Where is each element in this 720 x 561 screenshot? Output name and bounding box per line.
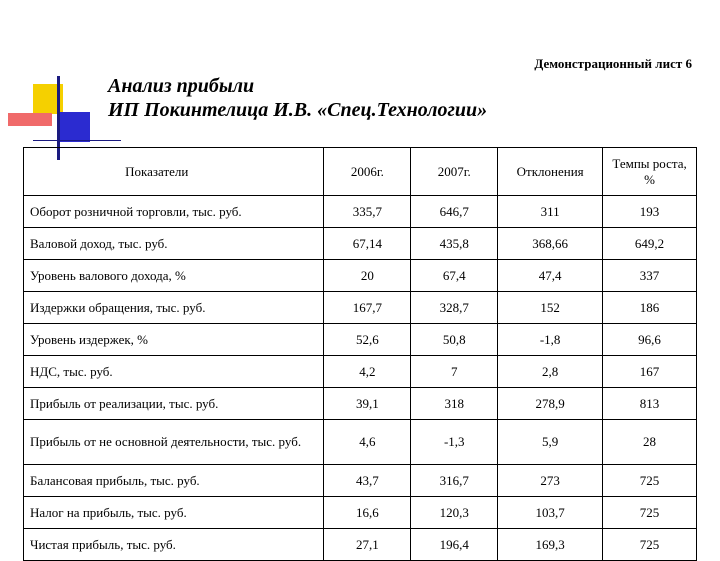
- value-growth: 337: [603, 260, 697, 292]
- value-deviation: 47,4: [498, 260, 603, 292]
- value-2006: 4,6: [324, 420, 411, 465]
- row-label: Прибыль от не основной деятельности, тыс. руб.: [24, 420, 324, 465]
- value-2006: 4,2: [324, 356, 411, 388]
- value-deviation: 169,3: [498, 529, 603, 561]
- row-label: Чистая прибыль, тыс. руб.: [24, 529, 324, 561]
- value-deviation: 103,7: [498, 497, 603, 529]
- title-line-1: Анализ прибыли: [108, 75, 255, 97]
- table-row: [24, 196, 697, 228]
- demo-sheet-label: Демонстрационный лист 6: [534, 56, 692, 71]
- value-growth: 813: [603, 388, 697, 420]
- value-2007: -1,3: [411, 420, 498, 465]
- decor-red-bar: [8, 113, 52, 126]
- table-row: [24, 324, 697, 356]
- header-indicators: Показатели: [24, 148, 324, 196]
- decor-blue-square: [60, 112, 90, 142]
- value-2006: 67,14: [324, 228, 411, 260]
- table-header-row: [24, 148, 697, 196]
- value-2007: 7: [411, 356, 498, 388]
- value-growth: 28: [603, 420, 697, 465]
- row-label: Оборот розничной торговли, тыс. руб.: [24, 196, 324, 228]
- value-2006: 52,6: [324, 324, 411, 356]
- value-growth: 193: [603, 196, 697, 228]
- value-growth: 96,6: [603, 324, 697, 356]
- header-2006: 2006г.: [324, 148, 411, 196]
- value-growth: 725: [603, 497, 697, 529]
- value-2006: 167,7: [324, 292, 411, 324]
- page-title: [108, 74, 487, 122]
- header-growth-rate: Темпы роста, %: [603, 148, 697, 196]
- table-row: [24, 497, 697, 529]
- value-2007: 646,7: [411, 196, 498, 228]
- value-deviation: 311: [498, 196, 603, 228]
- table-row: [24, 388, 697, 420]
- value-growth: 725: [603, 465, 697, 497]
- row-label: Прибыль от реализации, тыс. руб.: [24, 388, 324, 420]
- table-row: [24, 529, 697, 561]
- value-growth: 186: [603, 292, 697, 324]
- row-label: Уровень издержек, %: [24, 324, 324, 356]
- value-2006: 20: [324, 260, 411, 292]
- row-label: Валовой доход, тыс. руб.: [24, 228, 324, 260]
- header-deviation: Отклонения: [498, 148, 603, 196]
- value-2007: 316,7: [411, 465, 498, 497]
- row-label: Налог на прибыль, тыс. руб.: [24, 497, 324, 529]
- value-2006: 16,6: [324, 497, 411, 529]
- value-growth: 167: [603, 356, 697, 388]
- decor-horizontal-line: [33, 140, 121, 141]
- profit-analysis-table: [23, 147, 697, 561]
- row-label: НДС, тыс. руб.: [24, 356, 324, 388]
- value-2007: 67,4: [411, 260, 498, 292]
- title-line-2: ИП Покинтелица И.В. «Спец.Технологии»: [108, 99, 488, 121]
- value-growth: 649,2: [603, 228, 697, 260]
- row-label: Балансовая прибыль, тыс. руб.: [24, 465, 324, 497]
- value-2007: 50,8: [411, 324, 498, 356]
- row-label: Издержки обращения, тыс. руб.: [24, 292, 324, 324]
- value-deviation: 152: [498, 292, 603, 324]
- value-growth: 725: [603, 529, 697, 561]
- value-2007: 196,4: [411, 529, 498, 561]
- table-row: [24, 420, 697, 465]
- value-deviation: -1,8: [498, 324, 603, 356]
- table-row: [24, 356, 697, 388]
- value-deviation: 273: [498, 465, 603, 497]
- value-deviation: 5,9: [498, 420, 603, 465]
- table-row: [24, 228, 697, 260]
- value-2006: 335,7: [324, 196, 411, 228]
- table-row: [24, 465, 697, 497]
- value-2007: 120,3: [411, 497, 498, 529]
- value-2007: 328,7: [411, 292, 498, 324]
- value-2006: 27,1: [324, 529, 411, 561]
- value-deviation: 278,9: [498, 388, 603, 420]
- value-2007: 318: [411, 388, 498, 420]
- row-label: Уровень валового дохода, %: [24, 260, 324, 292]
- value-deviation: 2,8: [498, 356, 603, 388]
- value-2006: 39,1: [324, 388, 411, 420]
- value-deviation: 368,66: [498, 228, 603, 260]
- value-2007: 435,8: [411, 228, 498, 260]
- table-row: [24, 292, 697, 324]
- table-row: [24, 260, 697, 292]
- value-2006: 43,7: [324, 465, 411, 497]
- header-2007: 2007г.: [411, 148, 498, 196]
